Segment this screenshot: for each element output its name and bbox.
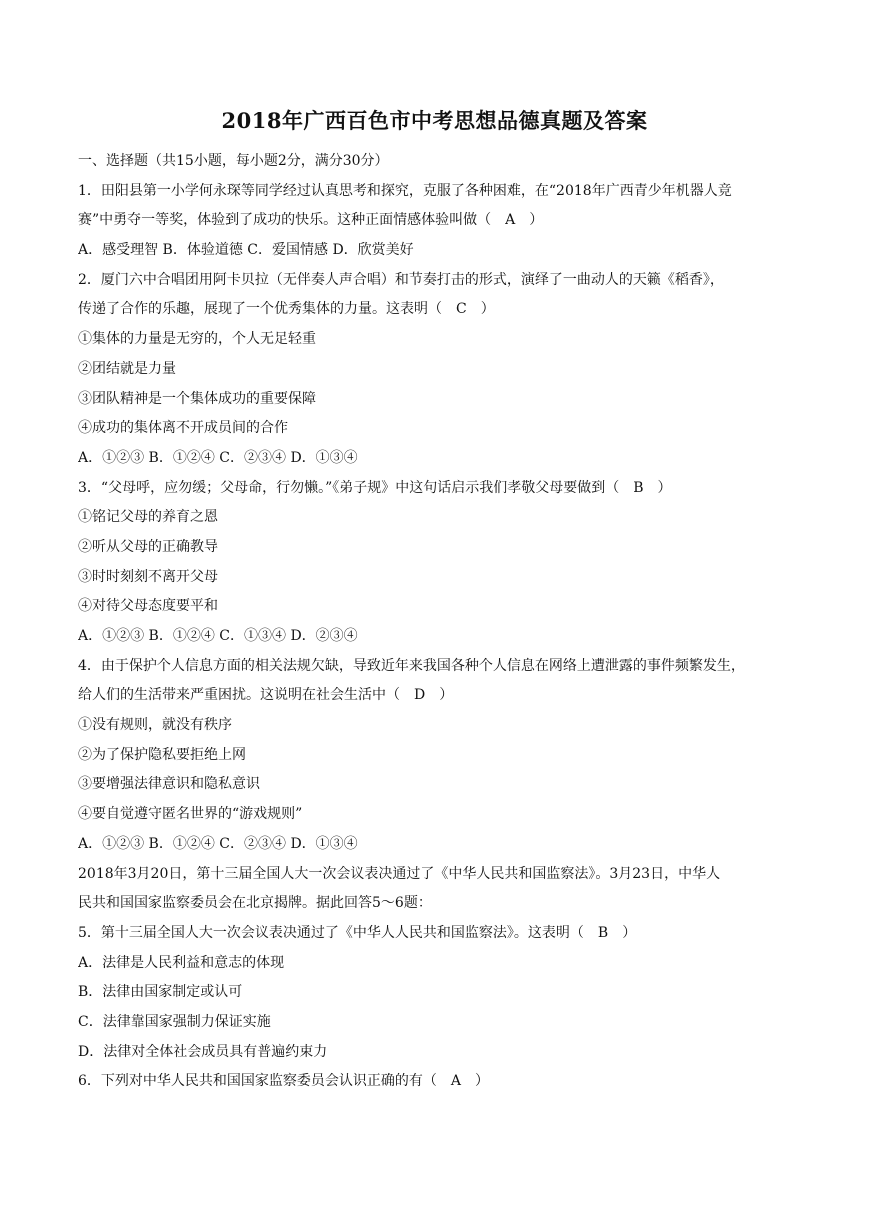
text-line: ③要增强法律意识和隐私意识 — [78, 776, 260, 793]
text-line: 民共和国国家监察委员会在北京揭牌。据此回答5～6题： — [78, 895, 432, 912]
text-line: ③团队精神是一个集体成功的重要保障 — [78, 390, 316, 407]
text-line: A．①②③ B．①②④ C．①③④ D．②③④ — [78, 628, 358, 644]
document-title: 2018年广西百色市中考思想品德真题及答案 — [221, 108, 648, 133]
text-line: 1．田阳县第一小学何永琛等同学经过认真思考和探究，克服了各种困难，在“2018年广西青少年机器人竞 — [78, 182, 732, 199]
text-line: 赛”中勇夺一等奖，体验到了成功的快乐。这种正面情感体验叫做（ A ） — [78, 212, 544, 229]
text-line: 传递了合作的乐趣，展现了一个优秀集体的力量。这表明（ C ） — [78, 301, 495, 318]
text-line: 4．由于保护个人信息方面的相关法规欠缺，导致近年来我国各种个人信息在网络上遭泄露的事件频繁发生， — [78, 657, 745, 674]
document-body — [78, 147, 800, 1097]
text-line: ②听从父母的正确教导 — [78, 538, 218, 555]
text-line: A．法律是人民利益和意志的体现 — [78, 954, 285, 971]
text-line: ②为了保护隐私要拒绝上网 — [78, 746, 246, 763]
text-line: 2018年3月20日，第十三届全国人大一次会议表决通过了《中华人民共和国监察法》。3月23日，中华人 — [78, 865, 721, 882]
text-line: 给人们的生活带来严重困扰。这说明在社会生活中（ D ） — [78, 687, 454, 704]
text-line: ①集体的力量是无穷的，个人无足轻重 — [78, 331, 316, 348]
text-line: ④要自觉遵守匿名世界的“游戏规则” — [78, 806, 303, 823]
text-line: A．①②③ B．①②④ C．②③④ D．①③④ — [78, 835, 358, 852]
text-line: C．法律靠国家强制力保证实施 — [78, 1013, 271, 1030]
text-line: 6．下列对中华人民共和国国家监察委员会认识正确的有（ A ） — [78, 1073, 490, 1090]
text-line: 一、选择题（共15小题，每小题2分，满分30分） — [78, 153, 389, 169]
text-line: 2．厦门六中合唱团用阿卡贝拉（无伴奏人声合唱）和节奏打击的形式，演绎了一曲动人的天籁《稻香》， — [78, 271, 724, 288]
text-line: ④成功的集体离不开成员间的合作 — [78, 420, 288, 437]
text-line: 3．“父母呼，应勿缓；父母命，行勿懒。”《弟子规》中这句话启示我们孝敬父母要做到（ B ） — [78, 479, 672, 496]
text-line: ②团结就是力量 — [78, 360, 176, 377]
text-line: ③时时刻刻不离开父母 — [78, 568, 218, 585]
text-line: 5．第十三届全国人大一次会议表决通过了《中华人人民共和国监察法》。这表明（ B ） — [78, 924, 637, 941]
text-line: ①没有规则，就没有秩序 — [78, 717, 232, 734]
text-line: D．法律对全体社会成员具有普遍约束力 — [78, 1043, 328, 1060]
text-line: B．法律由国家制定或认可 — [78, 984, 243, 1001]
text-line: A．①②③ B．①②④ C．②③④ D．①③④ — [78, 449, 358, 466]
text-line: ④对待父母态度要平和 — [78, 598, 218, 615]
text-line: A．感受理智 B．体验道德 C．爱国情感 D．欣赏美好 — [78, 242, 414, 259]
text-line: ①铭记父母的养育之恩 — [78, 509, 218, 526]
